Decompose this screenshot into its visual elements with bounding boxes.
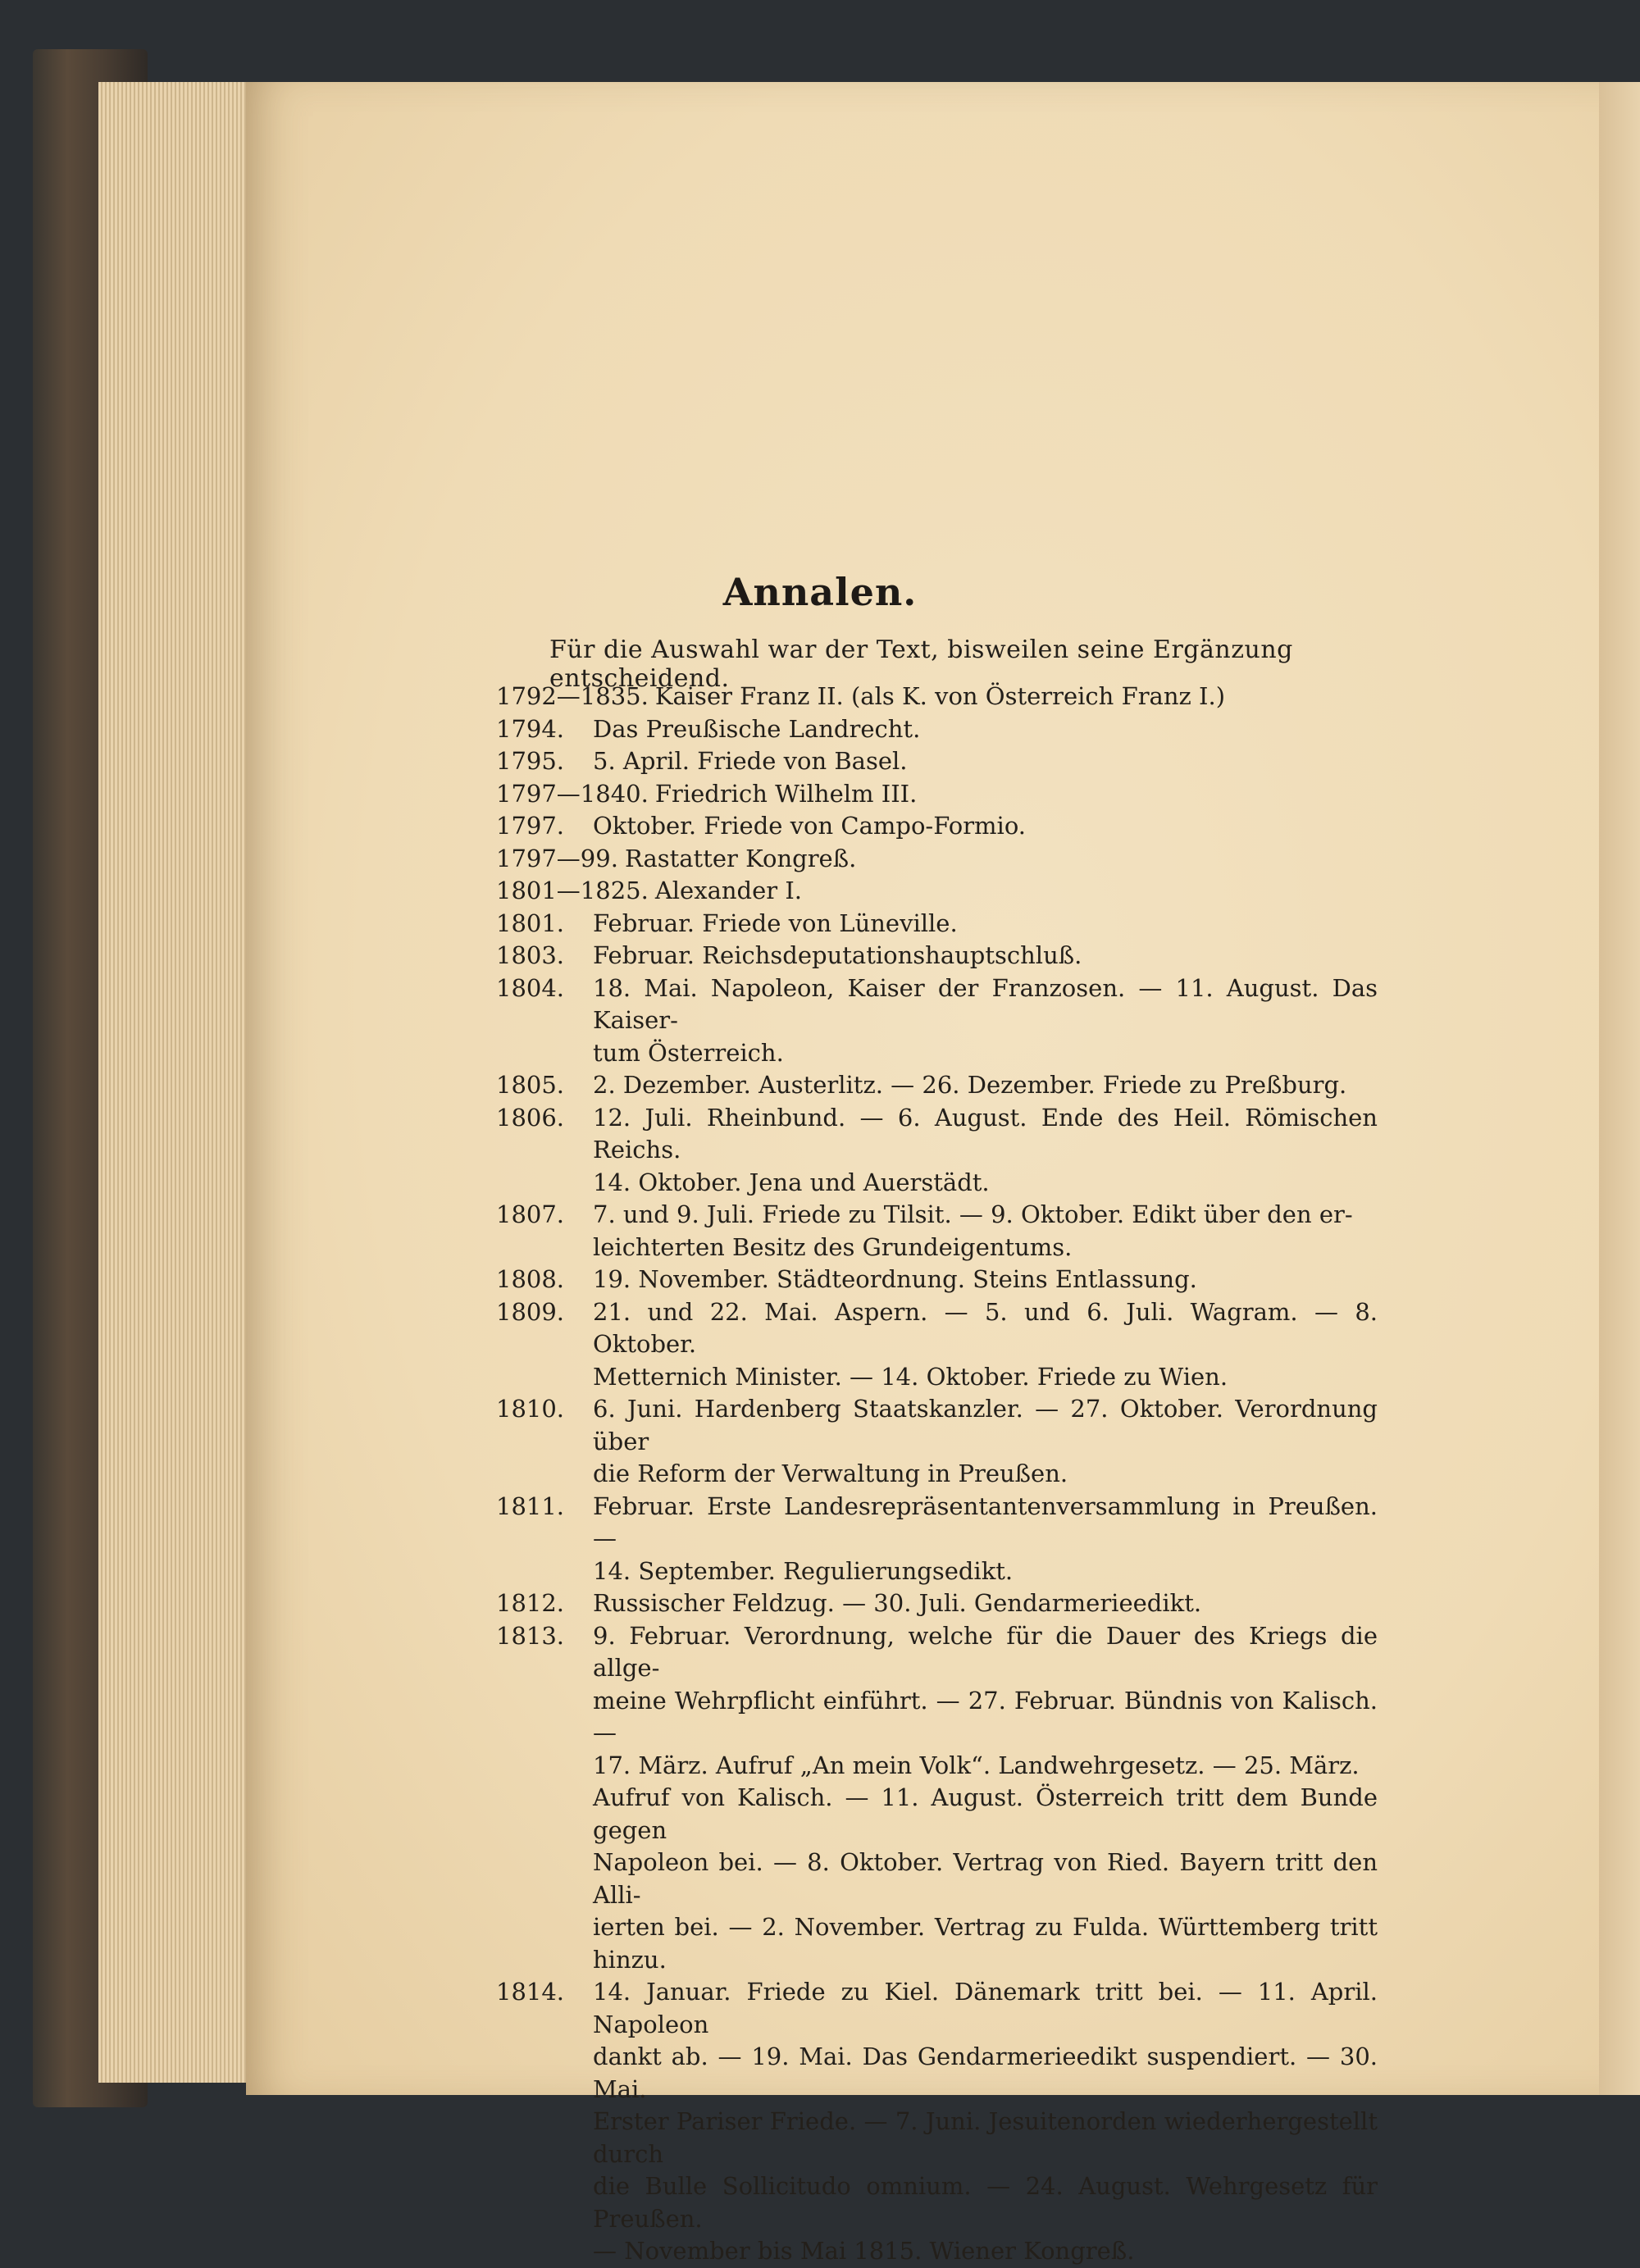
entry-line: Februar. Friede von Lüneville. [593, 909, 958, 937]
entry-year: 1812. [496, 1589, 565, 1617]
entry-text [649, 778, 1378, 811]
annal-entry [496, 1296, 1378, 1394]
entry-line: Napoleon bei. — 8. Oktober. Vertrag von Ried. Bayern tritt den Alli- [593, 1848, 1378, 1909]
annal-entry [496, 810, 1378, 843]
entry-text [649, 875, 1378, 908]
annal-entry [496, 940, 1378, 972]
entry-year: 1805. [496, 1071, 565, 1099]
annal-entry [496, 778, 1378, 811]
entry-year: 1809. [496, 1297, 565, 1326]
entry-line: 5. April. Friede von Basel. [593, 747, 908, 775]
entry-year: 1807. [496, 1200, 565, 1228]
entry-line: 18. Mai. Napoleon, Kaiser der Franzosen. — 11. August. Das Kaiser- [593, 973, 1378, 1034]
entry-line: 9. Februar. Verordnung, welche für die Dauer des Kriegs die allge- [593, 1621, 1378, 1682]
entry-line: Oktober. Friede von Campo-Formio. [593, 812, 1027, 840]
entry-line: 14. September. Regulierungsedikt. [593, 1556, 1014, 1585]
annal-entry [496, 1393, 1378, 1491]
annal-entry [496, 972, 1378, 1070]
entry-line: Kaiser Franz II. (als K. von Österreich Franz I.) [654, 682, 1226, 710]
annal-entry [496, 1587, 1378, 1620]
entry-year: 1803. [496, 941, 565, 969]
facing-page-edge [1599, 82, 1640, 2095]
annal-entry [496, 1199, 1378, 1264]
annals-list [496, 681, 1378, 2268]
entry-line: ierten bei. — 2. November. Vertrag zu Fulda. Württemberg tritt hinzu. [593, 1913, 1378, 1974]
annal-entry [496, 1264, 1378, 1296]
entry-line: 14. Oktober. Jena und Auerstädt. [593, 1168, 990, 1196]
annal-entry [496, 1976, 1378, 2268]
entry-line: 14. Januar. Friede zu Kiel. Dänemark tritt bei. — 11. April. Napoleon [593, 1978, 1378, 2038]
entry-line: Das Preußische Landrecht. [593, 714, 921, 743]
annal-entry [496, 1620, 1378, 1977]
annal-entry [496, 1491, 1378, 1588]
annal-entry [496, 875, 1378, 908]
entry-year: 1801. [496, 909, 565, 937]
entry-text [586, 972, 1378, 1070]
entry-text [586, 1264, 1378, 1296]
entry-text [586, 1620, 1378, 1977]
entry-line: die Reform der Verwaltung in Preußen. [593, 1460, 1068, 1487]
entry-year: 1808. [496, 1265, 565, 1293]
entry-line: 21. und 22. Mai. Aspern. — 5. und 6. Juli. Wagram. — 8. Oktober. [593, 1297, 1378, 1358]
entry-line: Aufruf von Kalisch. — 11. August. Österreich tritt dem Bunde gegen [593, 1783, 1378, 1844]
annal-entry [496, 843, 1378, 876]
page-edges [98, 82, 271, 2083]
entry-text [586, 713, 1378, 746]
entry-line: Friedrich Wilhelm III. [654, 779, 918, 808]
entry-text [586, 1491, 1378, 1588]
entry-text [586, 1587, 1378, 1620]
annal-entry [496, 681, 1378, 713]
entry-text [586, 1393, 1378, 1491]
entry-line: 7. und 9. Juli. Friede zu Tilsit. — 9. Oktober. Edikt über den er- [593, 1200, 1353, 1228]
entry-line: 6. Juni. Hardenberg Staatskanzler. — 27. Oktober. Verordnung über [593, 1395, 1378, 1455]
entry-line: 2. Dezember. Austerlitz. — 26. Dezember. Friede zu Preßburg. [593, 1071, 1347, 1099]
entry-year: 1794. [496, 714, 565, 743]
annal-entry [496, 713, 1378, 746]
entry-text [586, 940, 1378, 972]
entry-line: Metternich Minister. — 14. Oktober. Friede zu Wien. [593, 1362, 1228, 1391]
entry-line: leichterten Besitz des Grundeigentums. [593, 1232, 1073, 1261]
entry-year: 1797—1840. [496, 779, 649, 808]
entry-line: Erster Pariser Friede. — 7. Juni. Jesuitenorden wiederhergestellt durch [593, 2107, 1378, 2168]
entry-text [586, 1102, 1378, 1200]
entry-text [586, 908, 1378, 940]
entry-text [586, 1069, 1378, 1102]
entry-line: die Bulle Sollicitudo omnium. — 24. August. Wehrgesetz für Preußen. [593, 2172, 1378, 2233]
entry-year: 1804. [496, 973, 565, 1002]
entry-text [586, 1296, 1378, 1394]
entry-line: Rastatter Kongreß. [624, 844, 857, 872]
annal-entry [496, 1102, 1378, 1200]
entry-line: Februar. Reichsdeputationshauptschluß. [593, 941, 1082, 969]
entry-line: Februar. Erste Landesrepräsentantenversammlung in Preußen. — [593, 1492, 1378, 1552]
entry-line: — November bis Mai 1815. Wiener Kongreß. [593, 2237, 1135, 2265]
page-title: Annalen. [722, 570, 918, 614]
entry-year: 1797—99. [496, 844, 618, 872]
entry-text [586, 810, 1378, 843]
entry-year: 1801—1825. [496, 877, 649, 904]
entry-year: 1795. [496, 747, 565, 775]
entry-year: 1811. [496, 1492, 565, 1520]
entry-line: 12. Juli. Rheinbund. — 6. August. Ende des Heil. Römischen Reichs. [593, 1103, 1378, 1164]
entry-text [649, 681, 1378, 713]
annal-entry [496, 745, 1378, 778]
annal-entry [496, 1069, 1378, 1102]
entry-line: Alexander I. [654, 877, 803, 904]
entry-year: 1806. [496, 1103, 565, 1132]
entry-line: meine Wehrpflicht einführt. — 27. Februar. Bündnis von Kalisch. — [593, 1686, 1378, 1747]
entry-line: Russischer Feldzug. — 30. Juli. Gendarmerieedikt. [593, 1589, 1202, 1617]
entry-line: dankt ab. — 19. Mai. Das Gendarmerieedikt suspendiert. — 30. Mai. [593, 2043, 1378, 2103]
entry-text [586, 1976, 1378, 2268]
page-subtitle: Für die Auswahl war der Text, bisweilen seine Ergänzung entscheidend. [549, 635, 1293, 693]
entry-year: 1813. [496, 1621, 565, 1650]
entry-year: 1797. [496, 812, 565, 840]
entry-text [586, 745, 1378, 778]
entry-text [618, 843, 1378, 876]
entry-text [586, 1199, 1378, 1264]
entry-year: 1792—1835. [496, 682, 649, 710]
annal-entry [496, 908, 1378, 940]
entry-line: tum Österreich. [593, 1038, 784, 1067]
entry-line: 17. März. Aufruf „An mein Volk“. Landwehrgesetz. — 25. März. [593, 1751, 1360, 1779]
entry-line: 19. November. Städteordnung. Steins Entlassung. [593, 1265, 1197, 1293]
entry-year: 1810. [496, 1395, 565, 1423]
entry-year: 1814. [496, 1978, 565, 2006]
